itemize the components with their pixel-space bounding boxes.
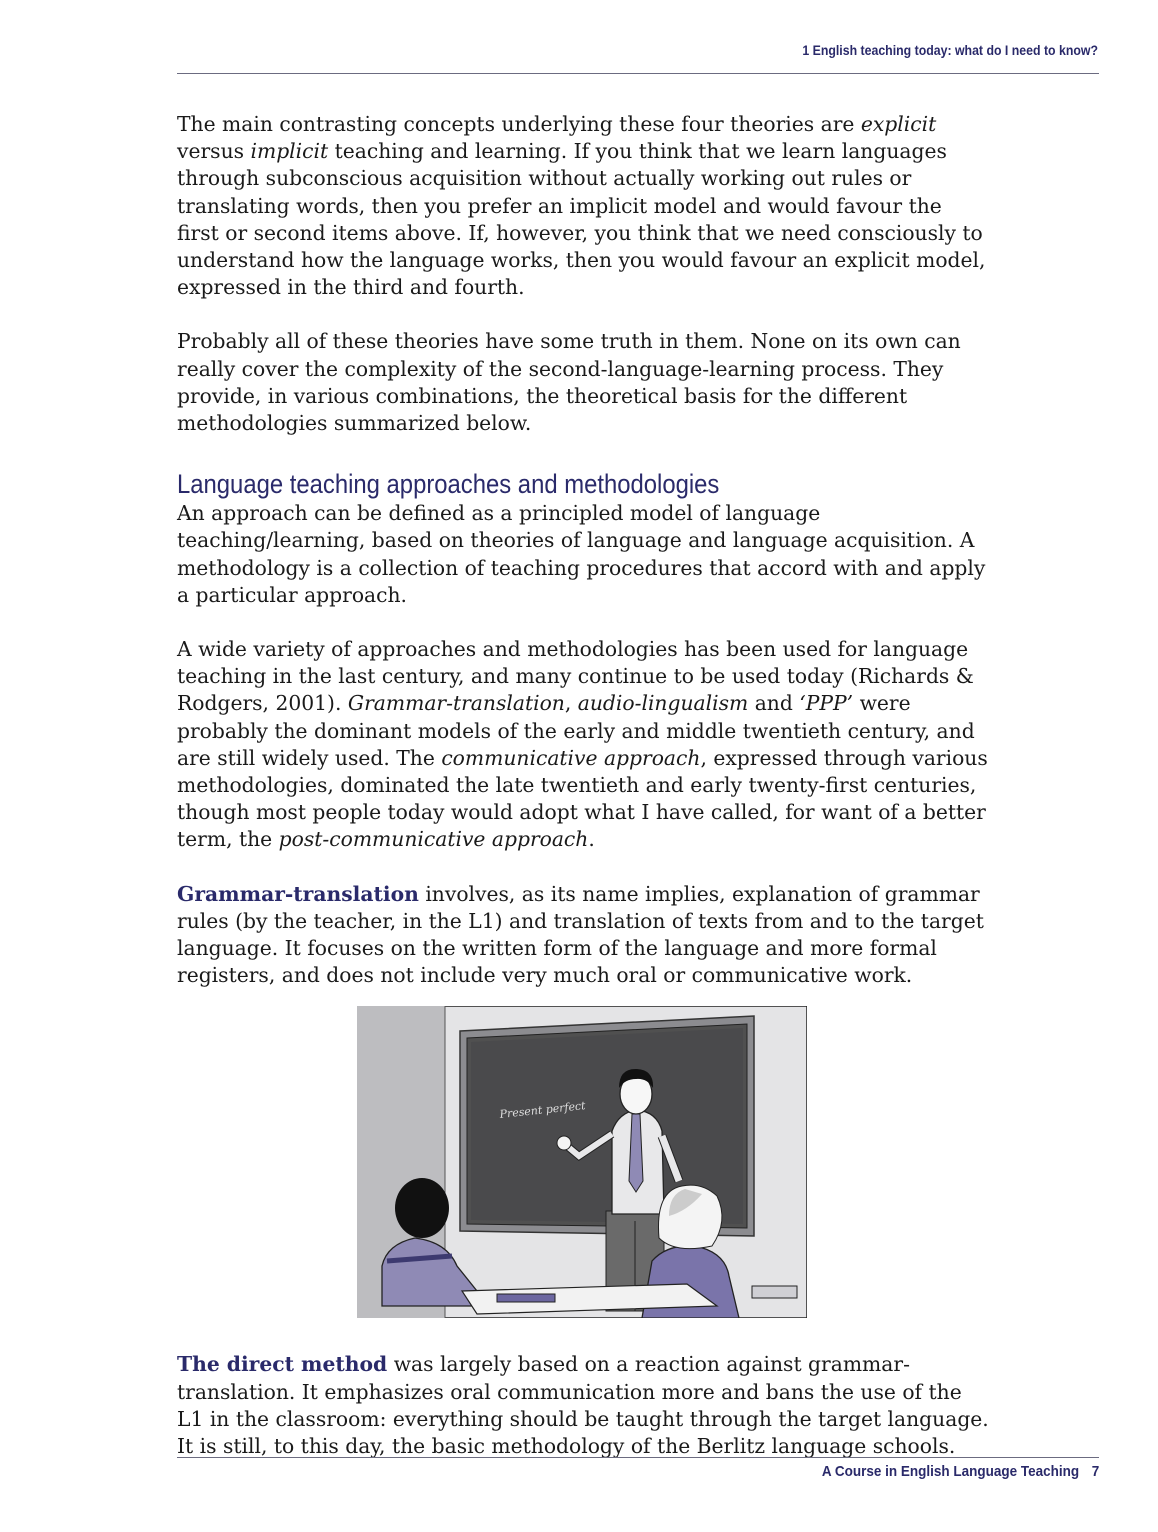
page-content [177, 111, 989, 1487]
text-run: versus [177, 139, 251, 164]
text-run: was largely based on a reaction against grammar-translation. It emphasizes oral communication more and bans the use of the L1 in the classroom: everything should be taught through the target language. It is still, to this day, the basic methodology of the Berlitz language schools. [177, 1352, 989, 1459]
text-run: teaching and learning. If you think that we learn languages through subconscious acquisition without actually working out rules or translating words, then you prefer an implicit model and would favour the first or second items above. If, however, you think that we need consciously to understand how the language works, then you would favour an explicit model, expressed in the third and fourth. [177, 139, 986, 300]
key-term: The direct method [177, 1352, 388, 1377]
header-rule [177, 73, 1099, 74]
italic-term: communicative approach [441, 745, 701, 770]
text-run: The main contrasting concepts underlying these four theories are [177, 112, 861, 136]
text-run: , [564, 691, 578, 716]
text-run: involves, as its name implies, explanation of grammar rules (by the teacher, in the L1) and translation of texts from and to the target language. It focuses on the written form of the language and more formal registers, and does not include very much oral or communicative work. [177, 881, 984, 988]
footer-rule [177, 1457, 1099, 1458]
text-run: , expressed through various methodologies, dominated the late twentieth and early twenty-first centuries, though most people today would adopt what I have called, for want of a better term, the [177, 745, 988, 852]
paragraph-direct-method [177, 1351, 989, 1460]
paragraph-theories-truth: Probably all of these theories have some truth in them. None on its own can really cover the complexity of the second-language-learning process. They provide, in various combinations, the theoretical basis for the different methodologies summarized below. [177, 329, 961, 436]
text-run: A wide variety of approaches and methodologies has been used for language teaching in the last century, and many continue to be used today (Richards & Rodgers, 2001). [177, 637, 974, 716]
paragraph-approaches-history [177, 636, 989, 854]
italic-term: explicit [860, 112, 937, 136]
running-footer [822, 1463, 1099, 1480]
italic-term: Grammar-translation [347, 691, 565, 716]
text-run: and [748, 691, 800, 716]
paragraph-theories-contrast [177, 111, 989, 301]
book-title: A Course in English Language Teaching [821, 1463, 1079, 1480]
italic-term: ‘PPP’ [799, 691, 854, 716]
key-term: Grammar-translation [177, 881, 419, 906]
board-writing: Present perfect [498, 1099, 587, 1122]
paragraph-grammar-translation [177, 881, 989, 990]
page-number: 7 [1091, 1463, 1099, 1480]
italic-term: post-communicative approach [278, 827, 589, 852]
italic-term: implicit [250, 139, 329, 164]
italic-term: audio-lingualism [577, 691, 749, 716]
running-header: 1 English teaching today: what do I need to know? [802, 42, 1098, 58]
paragraph-approach-definition: An approach can be defined as a principled model of language teaching/learning, based on theories of language and language acquisition. A methodology is a collection of teaching procedures that accord with and apply a particular approach. [177, 501, 986, 607]
text-run: were probably the dominant models of the early and middle twentieth century, and are still widely used. The [177, 691, 975, 770]
text-run: . [588, 827, 595, 852]
section-heading: Language teaching approaches and methodologies [177, 469, 720, 500]
classroom-illustration [357, 1006, 807, 1318]
